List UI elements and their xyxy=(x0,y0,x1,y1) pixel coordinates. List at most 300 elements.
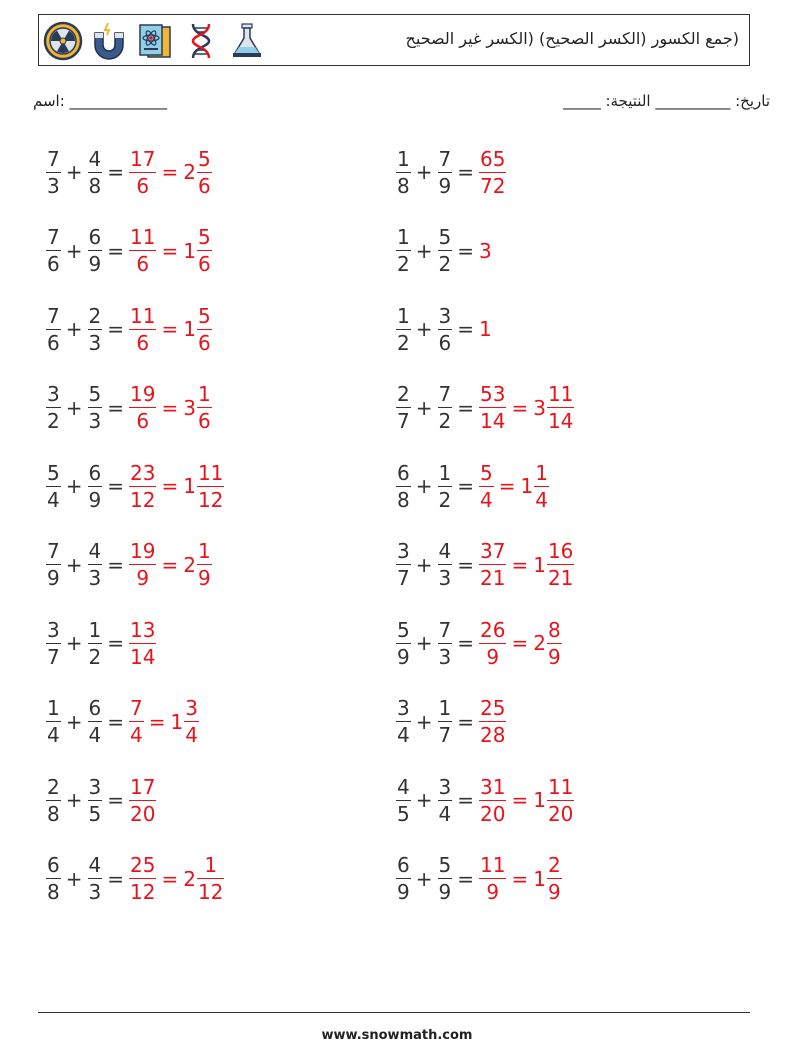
answer xyxy=(129,774,156,826)
plus-sign: + xyxy=(65,552,83,577)
flask-icon xyxy=(227,21,267,61)
equals-sign: = xyxy=(511,866,529,891)
fraction-bar xyxy=(197,878,224,879)
answer-fraction xyxy=(129,384,156,431)
fraction-bar xyxy=(197,407,212,408)
denominator: 4 xyxy=(480,487,493,512)
dna-icon xyxy=(181,21,221,61)
denominator: 9 xyxy=(438,880,452,904)
numerator: 31 xyxy=(480,774,506,799)
equals-sign: = xyxy=(107,395,124,420)
denominator: 3 xyxy=(88,330,102,355)
mixed-fraction xyxy=(197,855,224,902)
plus-sign: + xyxy=(415,552,433,577)
fraction-bar xyxy=(438,407,453,408)
numerator: 4 xyxy=(88,146,102,171)
radiation-icon xyxy=(43,21,83,61)
answer xyxy=(479,855,562,902)
denominator: 72 xyxy=(480,173,506,198)
answer xyxy=(479,460,549,512)
fraction-bar xyxy=(197,172,212,173)
numerator: 7 xyxy=(47,303,60,328)
denominator: 9 xyxy=(197,566,211,590)
denominator: 2 xyxy=(438,252,452,276)
numerator: 11 xyxy=(130,303,156,328)
fraction-bar xyxy=(396,643,411,644)
fraction-bar xyxy=(46,329,61,330)
denominator: 3 xyxy=(47,173,60,198)
fraction-bar xyxy=(479,878,506,879)
numerator: 23 xyxy=(130,460,156,485)
addend-fraction xyxy=(88,384,103,431)
numerator: 3 xyxy=(47,382,60,406)
numerator: 13 xyxy=(130,617,156,642)
mixed-fraction xyxy=(547,855,562,902)
numerator: 7 xyxy=(130,696,143,720)
fraction-bar xyxy=(46,800,61,801)
addend-fraction xyxy=(438,774,453,826)
fraction-bar xyxy=(88,721,103,722)
plus-sign: + xyxy=(415,395,433,420)
denominator: 6 xyxy=(136,330,150,355)
numerator: 5 xyxy=(197,225,211,249)
denominator: 4 xyxy=(130,723,143,747)
magnet-icon xyxy=(89,21,129,61)
answer-fraction xyxy=(129,460,156,512)
denominator: 2 xyxy=(438,487,452,512)
denominator: 14 xyxy=(480,409,506,433)
equals-sign: = xyxy=(161,395,179,420)
plus-sign: + xyxy=(415,474,433,498)
equals-sign: = xyxy=(161,866,179,891)
denominator: 20 xyxy=(130,801,156,826)
fraction-bar xyxy=(88,643,103,644)
addend-fraction xyxy=(46,541,61,588)
denominator: 9 xyxy=(47,566,60,590)
denominator: 2 xyxy=(47,409,60,433)
fraction-bar xyxy=(46,878,61,879)
denominator: 3 xyxy=(88,880,102,904)
fraction-problem xyxy=(46,692,199,752)
mixed-fraction xyxy=(197,384,212,431)
mixed-whole: 2 xyxy=(183,160,196,184)
numerator: 3 xyxy=(438,303,452,328)
fraction-bar xyxy=(129,486,156,487)
denominator: 6 xyxy=(438,330,452,355)
fraction-bar xyxy=(88,878,103,879)
addend-fraction xyxy=(46,303,61,355)
mixed-fraction xyxy=(197,460,224,512)
denominator: 6 xyxy=(47,330,60,355)
answer xyxy=(129,384,212,431)
fraction-bar xyxy=(396,329,411,330)
denominator: 9 xyxy=(88,487,102,512)
fraction-bar xyxy=(547,564,574,565)
numerator: 11 xyxy=(130,225,156,249)
denominator: 5 xyxy=(397,801,410,826)
fraction-bar xyxy=(479,564,506,565)
fraction-bar xyxy=(88,564,103,565)
atom-book-icon xyxy=(135,21,175,61)
equals-sign: = xyxy=(457,474,474,498)
equals-sign: = xyxy=(511,631,529,655)
fraction-bar xyxy=(438,878,453,879)
denominator: 12 xyxy=(130,880,156,904)
addend-fraction xyxy=(438,460,453,512)
addend-fraction xyxy=(438,698,453,745)
fraction-bar xyxy=(396,407,411,408)
numerator: 7 xyxy=(47,225,60,249)
equals-sign: = xyxy=(511,788,529,812)
numerator: 6 xyxy=(397,853,410,877)
addend-fraction xyxy=(438,303,453,355)
denominator: 4 xyxy=(47,723,60,747)
plus-sign: + xyxy=(415,160,433,184)
addend-fraction xyxy=(46,227,61,274)
fraction-bar xyxy=(46,407,61,408)
fraction-problem xyxy=(46,770,156,830)
mixed-whole: 1 xyxy=(533,866,546,891)
addend-fraction xyxy=(46,384,61,431)
equals-sign: = xyxy=(161,474,179,498)
denominator: 9 xyxy=(397,880,410,904)
numerator: 3 xyxy=(438,774,452,799)
denominator: 20 xyxy=(547,801,574,826)
answer-fraction xyxy=(479,146,506,198)
numerator: 2 xyxy=(88,303,102,328)
answer xyxy=(479,146,506,198)
denominator: 12 xyxy=(130,487,156,512)
fraction-problem xyxy=(396,299,493,359)
addend-fraction xyxy=(88,855,103,902)
denominator: 9 xyxy=(547,644,561,669)
denominator: 20 xyxy=(480,801,506,826)
fraction-bar xyxy=(129,878,156,879)
denominator: 8 xyxy=(397,173,410,198)
numerator: 5 xyxy=(397,617,410,642)
mixed-fraction xyxy=(547,774,574,826)
footer-divider xyxy=(38,1012,750,1013)
equals-sign: = xyxy=(161,552,179,577)
denominator: 4 xyxy=(185,723,198,747)
numerator: 1 xyxy=(438,460,452,485)
denominator: 2 xyxy=(438,409,452,433)
answer-fraction xyxy=(129,617,156,669)
denominator: 4 xyxy=(47,487,60,512)
fraction-bar xyxy=(129,250,156,251)
denominator: 9 xyxy=(136,566,150,590)
numerator: 3 xyxy=(88,774,102,799)
addend-fraction xyxy=(438,541,453,588)
mixed-whole: 1 xyxy=(520,474,534,498)
numerator: 5 xyxy=(47,460,60,485)
fraction-bar xyxy=(88,800,103,801)
answer xyxy=(479,239,493,263)
answer xyxy=(129,698,199,745)
equals-sign: = xyxy=(457,238,474,263)
numerator: 37 xyxy=(480,539,506,563)
numerator: 5 xyxy=(197,146,211,171)
plus-sign: + xyxy=(65,317,83,341)
answer xyxy=(129,227,212,274)
mixed-whole: 2 xyxy=(183,866,196,891)
equals-sign: = xyxy=(511,395,529,420)
worksheet-header xyxy=(38,14,750,66)
denominator: 6 xyxy=(197,330,211,355)
mixed-whole: 1 xyxy=(183,474,196,498)
fraction-problem xyxy=(396,770,574,830)
mixed-whole: 1 xyxy=(533,788,546,812)
fraction-bar xyxy=(547,643,562,644)
name-line: اسم: _____________ xyxy=(33,92,168,110)
equals-sign: = xyxy=(457,552,474,577)
answer xyxy=(129,303,212,355)
plus-sign: + xyxy=(65,709,83,734)
equals-sign: = xyxy=(511,552,529,577)
addend-fraction xyxy=(88,146,103,198)
answer-fraction xyxy=(479,617,506,669)
equals-sign: = xyxy=(457,395,474,420)
numerator: 5 xyxy=(480,460,493,485)
answer-fraction xyxy=(129,227,156,274)
fraction-bar xyxy=(438,800,453,801)
denominator: 8 xyxy=(397,487,410,512)
addend-fraction xyxy=(88,460,103,512)
equals-sign: = xyxy=(107,709,124,734)
numerator: 1 xyxy=(397,303,410,328)
denominator: 9 xyxy=(88,252,102,276)
fraction-bar xyxy=(46,486,61,487)
fraction-bar xyxy=(479,486,494,487)
answer-fraction xyxy=(129,146,156,198)
numerator: 6 xyxy=(397,460,410,485)
fraction-bar xyxy=(129,564,156,565)
fraction-bar xyxy=(438,329,453,330)
denominator: 3 xyxy=(88,566,102,590)
mixed-whole: 1 xyxy=(170,709,184,734)
fraction-bar xyxy=(547,878,562,879)
numerator: 8 xyxy=(547,617,561,642)
plus-sign: + xyxy=(65,866,83,891)
denominator: 3 xyxy=(438,644,452,669)
mixed-fraction xyxy=(197,146,212,198)
equals-sign: = xyxy=(457,160,474,184)
fraction-bar xyxy=(438,564,453,565)
fraction-bar xyxy=(438,172,453,173)
fraction-bar xyxy=(129,329,156,330)
answer xyxy=(129,855,224,902)
fraction-bar xyxy=(46,721,61,722)
answer-fraction xyxy=(479,541,506,588)
numerator: 3 xyxy=(397,539,410,563)
addend-fraction xyxy=(46,617,61,669)
numerator: 1 xyxy=(397,146,410,171)
plus-sign: + xyxy=(65,474,83,498)
denominator: 14 xyxy=(130,644,156,669)
denominator: 6 xyxy=(136,173,150,198)
answer xyxy=(129,146,212,198)
numerator: 3 xyxy=(47,617,60,642)
fraction-bar xyxy=(88,329,103,330)
answer-fraction xyxy=(479,774,506,826)
mixed-fraction xyxy=(534,460,549,512)
numerator: 2 xyxy=(547,853,561,877)
numerator: 6 xyxy=(88,460,102,485)
numerator: 1 xyxy=(535,460,548,485)
denominator: 9 xyxy=(397,644,410,669)
numerator: 1 xyxy=(204,853,218,877)
numerator: 1 xyxy=(47,696,60,720)
numerator: 5 xyxy=(197,303,211,328)
fraction-bar xyxy=(129,407,156,408)
numerator: 1 xyxy=(197,539,211,563)
numerator: 3 xyxy=(397,696,410,720)
worksheet-title: (جمع الكسور (الكسر الصحيح) (الكسر غير الصحيح xyxy=(405,29,739,48)
fraction-problem xyxy=(396,221,493,281)
addend-fraction xyxy=(88,303,103,355)
numerator: 11 xyxy=(547,774,574,799)
plus-sign: + xyxy=(65,238,83,263)
addend-fraction xyxy=(396,774,411,826)
denominator: 12 xyxy=(197,880,224,904)
fraction-bar xyxy=(396,878,411,879)
answer-fraction xyxy=(479,460,494,512)
denominator: 7 xyxy=(47,644,60,669)
fraction-bar xyxy=(547,800,574,801)
equals-sign: = xyxy=(457,709,474,734)
addend-fraction xyxy=(396,460,411,512)
mixed-fraction xyxy=(547,617,562,669)
fraction-bar xyxy=(479,643,506,644)
addend-fraction xyxy=(438,617,453,669)
fraction-problem xyxy=(396,849,562,909)
equals-sign: = xyxy=(107,552,124,577)
denominator: 7 xyxy=(397,566,410,590)
equals-sign: = xyxy=(161,160,179,184)
denominator: 6 xyxy=(136,409,150,433)
denominator: 8 xyxy=(88,173,102,198)
date-score-line: _____ :تاريخ: __________ النتيجة xyxy=(563,92,770,110)
plus-sign: + xyxy=(415,317,433,341)
answer-whole: 1 xyxy=(479,317,492,341)
fraction-problem xyxy=(46,613,156,673)
addend-fraction xyxy=(46,146,61,198)
fraction-bar xyxy=(129,721,144,722)
numerator: 19 xyxy=(130,539,156,563)
equals-sign: = xyxy=(107,631,124,655)
equals-sign: = xyxy=(161,317,179,341)
fraction-bar xyxy=(438,643,453,644)
addend-fraction xyxy=(88,227,103,274)
plus-sign: + xyxy=(65,160,83,184)
mixed-whole: 1 xyxy=(183,238,196,263)
answer xyxy=(479,698,506,745)
fraction-problem xyxy=(46,299,212,359)
numerator: 11 xyxy=(547,382,574,406)
numerator: 1 xyxy=(438,696,452,720)
fraction-bar xyxy=(479,800,506,801)
fraction-bar xyxy=(479,172,506,173)
fraction-bar xyxy=(438,486,453,487)
equals-sign: = xyxy=(107,238,124,263)
mixed-fraction xyxy=(547,384,574,431)
footer-website: www.snowmath.com xyxy=(321,1028,473,1043)
denominator: 21 xyxy=(480,566,506,590)
addend-fraction xyxy=(88,698,103,745)
numerator: 3 xyxy=(185,696,198,720)
fraction-problem xyxy=(46,142,212,202)
fraction-bar xyxy=(396,800,411,801)
answer xyxy=(479,317,493,341)
equals-sign: = xyxy=(457,631,474,655)
mixed-whole: 1 xyxy=(183,317,196,341)
addend-fraction xyxy=(396,698,411,745)
addend-fraction xyxy=(396,541,411,588)
denominator: 28 xyxy=(480,723,506,747)
numerator: 4 xyxy=(88,539,102,563)
answer xyxy=(479,384,574,431)
numerator: 11 xyxy=(197,460,224,485)
plus-sign: + xyxy=(65,395,83,420)
numerator: 17 xyxy=(130,146,156,171)
numerator: 4 xyxy=(88,853,102,877)
fraction-bar xyxy=(129,172,156,173)
denominator: 3 xyxy=(88,409,102,433)
denominator: 9 xyxy=(438,173,452,198)
equals-sign: = xyxy=(107,474,124,498)
fraction-problem xyxy=(396,613,562,673)
equals-sign: = xyxy=(457,317,474,341)
addend-fraction xyxy=(88,541,103,588)
fraction-bar xyxy=(534,486,549,487)
numerator: 25 xyxy=(130,853,156,877)
fraction-bar xyxy=(46,172,61,173)
fraction-bar xyxy=(46,564,61,565)
fraction-problem xyxy=(396,378,574,438)
addend-fraction xyxy=(88,617,103,669)
answer xyxy=(129,541,212,588)
denominator: 4 xyxy=(535,487,548,512)
denominator: 7 xyxy=(438,723,452,747)
numerator: 11 xyxy=(480,853,506,877)
fraction-bar xyxy=(438,721,453,722)
addend-fraction xyxy=(438,384,453,431)
addend-fraction xyxy=(396,617,411,669)
denominator: 4 xyxy=(397,723,410,747)
denominator: 14 xyxy=(547,409,574,433)
mixed-whole: 3 xyxy=(183,395,196,420)
fraction-bar xyxy=(438,250,453,251)
mixed-fraction xyxy=(547,541,574,588)
answer-fraction xyxy=(479,855,506,902)
equals-sign: = xyxy=(457,866,474,891)
mixed-fraction xyxy=(197,303,212,355)
denominator: 4 xyxy=(438,801,452,826)
denominator: 2 xyxy=(397,252,410,276)
addend-fraction xyxy=(396,384,411,431)
numerator: 6 xyxy=(88,696,102,720)
denominator: 6 xyxy=(197,173,211,198)
denominator: 8 xyxy=(47,801,60,826)
numerator: 6 xyxy=(88,225,102,249)
denominator: 6 xyxy=(197,409,211,433)
fraction-bar xyxy=(184,721,199,722)
mixed-fraction xyxy=(184,698,199,745)
numerator: 25 xyxy=(480,696,506,720)
equals-sign: = xyxy=(148,709,166,734)
addend-fraction xyxy=(396,855,411,902)
numerator: 2 xyxy=(47,774,60,799)
